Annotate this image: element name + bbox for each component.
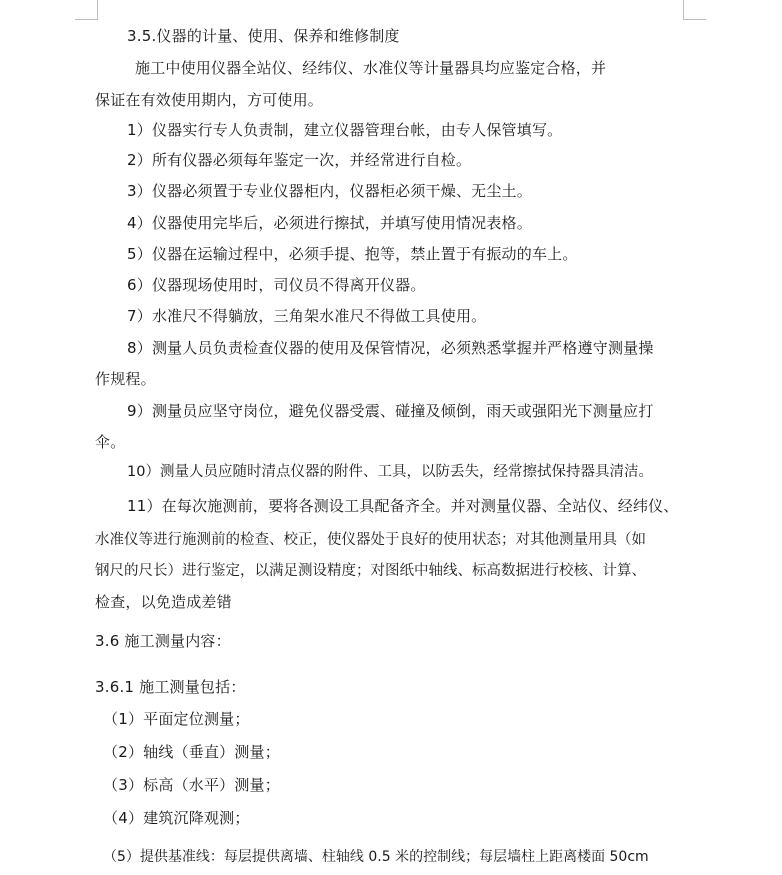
list-item: （5）提供基准线：每层提供离墙、柱轴线 0.5 米的控制线；每层墙柱上距离楼面 50cm <box>103 849 649 865</box>
list-item-continuation: 检查，以免造成差错 <box>95 593 232 611</box>
list-item: （3）标高（水平）测量； <box>103 776 280 794</box>
list-item-continuation: 作规程。 <box>95 370 156 388</box>
list-item: 6）仪器现场使用时，司仪员不得离开仪器。 <box>127 276 426 294</box>
list-item: 10）测量人员应随时清点仪器的附件、工具，以防丢失，经常擦拭保持器具清洁。 <box>127 464 653 480</box>
list-item: （4）建筑沉降观测； <box>103 809 250 827</box>
section-heading-3-6: 3.6 施工测量内容： <box>95 632 231 650</box>
list-item-continuation: 伞。 <box>95 433 126 451</box>
list-item: 3）仪器必须置于专业仪器柜内，仪器柜必须干燥、无尘土。 <box>127 182 532 200</box>
list-item: 2）所有仪器必须每年鉴定一次，并经常进行自检。 <box>127 151 472 169</box>
list-item: 4）仪器使用完毕后，必须进行擦拭，并填写使用情况表格。 <box>127 214 532 232</box>
list-item: 1）仪器实行专人负责制，建立仪器管理台帐，由专人保管填写。 <box>127 121 563 139</box>
crop-mark-top-right-vertical <box>683 0 684 20</box>
paragraph-line: 施工中使用仪器全站仪、经纬仪、水准仪等计量器具均应鉴定合格，并 <box>135 59 607 77</box>
list-item: 5）仪器在运输过程中，必须手提、抱等，禁止置于有振动的车上。 <box>127 245 578 263</box>
list-item-continuation: 钢尺的尺长）进行鉴定，以满足测设精度；对图纸中轴线、标高数据进行校核、计算、 <box>95 563 646 579</box>
crop-mark-top-left-horizontal <box>75 19 97 20</box>
crop-mark-top-left-vertical <box>97 0 98 20</box>
paragraph-line: 保证在有效使用期内，方可使用。 <box>95 91 324 109</box>
list-item: 11）在每次施测前，要将各测设工具配备齐全。并对测量仪器、全站仪、经纬仪、 <box>127 497 679 515</box>
crop-mark-top-right-horizontal <box>684 19 706 20</box>
list-item: 9）测量员应坚守岗位，避免仪器受震、碰撞及倾倒，雨天或强阳光下测量应打 <box>127 402 654 420</box>
list-item: （1）平面定位测量； <box>103 710 250 728</box>
section-heading-3-5: 3.5.仪器的计量、使用、保养和维修制度 <box>127 27 400 45</box>
list-item-continuation: 水准仪等进行施测前的检查、校正，使仪器处于良好的使用状态；对其他测量用具（如 <box>95 532 646 548</box>
list-item: （2）轴线（垂直）测量； <box>103 743 280 761</box>
list-item: 8）测量人员负责检查仪器的使用及保管情况，必须熟悉掌握并严格遵守测量操 <box>127 339 654 357</box>
subsection-heading-3-6-1: 3.6.1 施工测量包括： <box>95 678 246 696</box>
list-item: 7）水准尺不得躺放，三角架水准尺不得做工具使用。 <box>127 307 487 325</box>
